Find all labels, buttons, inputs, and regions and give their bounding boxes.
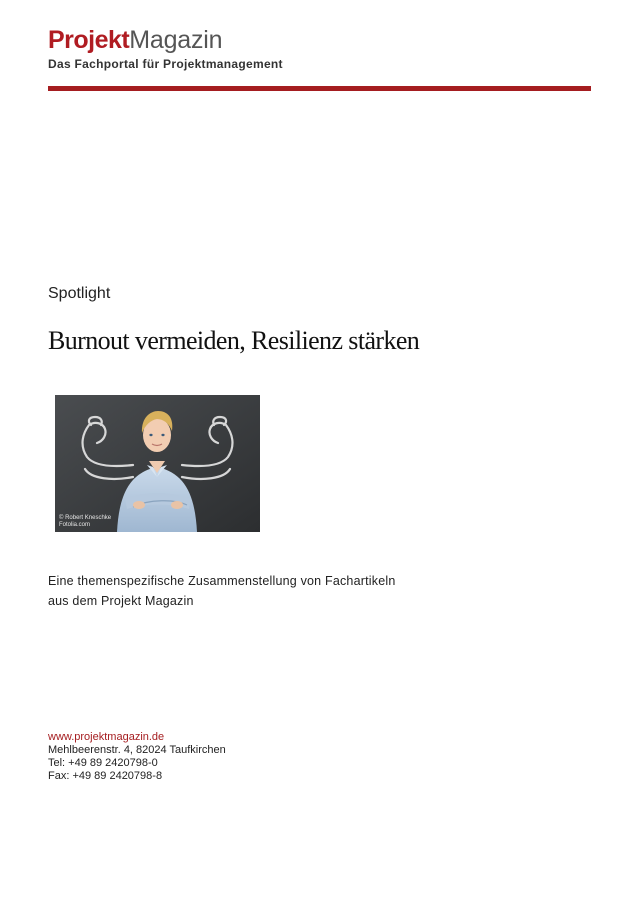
description-line: aus dem Projekt Magazin xyxy=(48,594,194,608)
description-line: Eine themenspezifische Zusammenstellung von Fachartikeln xyxy=(48,574,396,588)
website-link[interactable]: www.projektmagazin.de xyxy=(48,731,165,743)
header-divider xyxy=(48,86,591,91)
address: Mehlbeerenstr. 4, 82024 Taufkirchen xyxy=(48,744,226,756)
document-description xyxy=(48,571,395,611)
phone: Tel: +49 89 2420798-0 xyxy=(48,757,158,769)
fax: Fax: +49 89 2420798-8 xyxy=(48,770,163,782)
image-credit: © Robert Kneschke Fotolia.com xyxy=(59,515,112,528)
woman-chalk-arms-illustration xyxy=(55,395,260,532)
contact-block xyxy=(48,731,226,783)
logo-wordmark-projekt: Projekt xyxy=(48,26,130,54)
logo-wordmark-magazin: Magazin xyxy=(129,26,223,54)
cover-image xyxy=(55,395,260,532)
tagline: Das Fachportal für Projektmanagement xyxy=(48,57,283,71)
document-title: Burnout vermeiden, Resilienz stärken xyxy=(48,326,420,355)
section-kicker: Spotlight xyxy=(48,285,111,302)
projektmagazin-logo[interactable] xyxy=(48,26,222,54)
